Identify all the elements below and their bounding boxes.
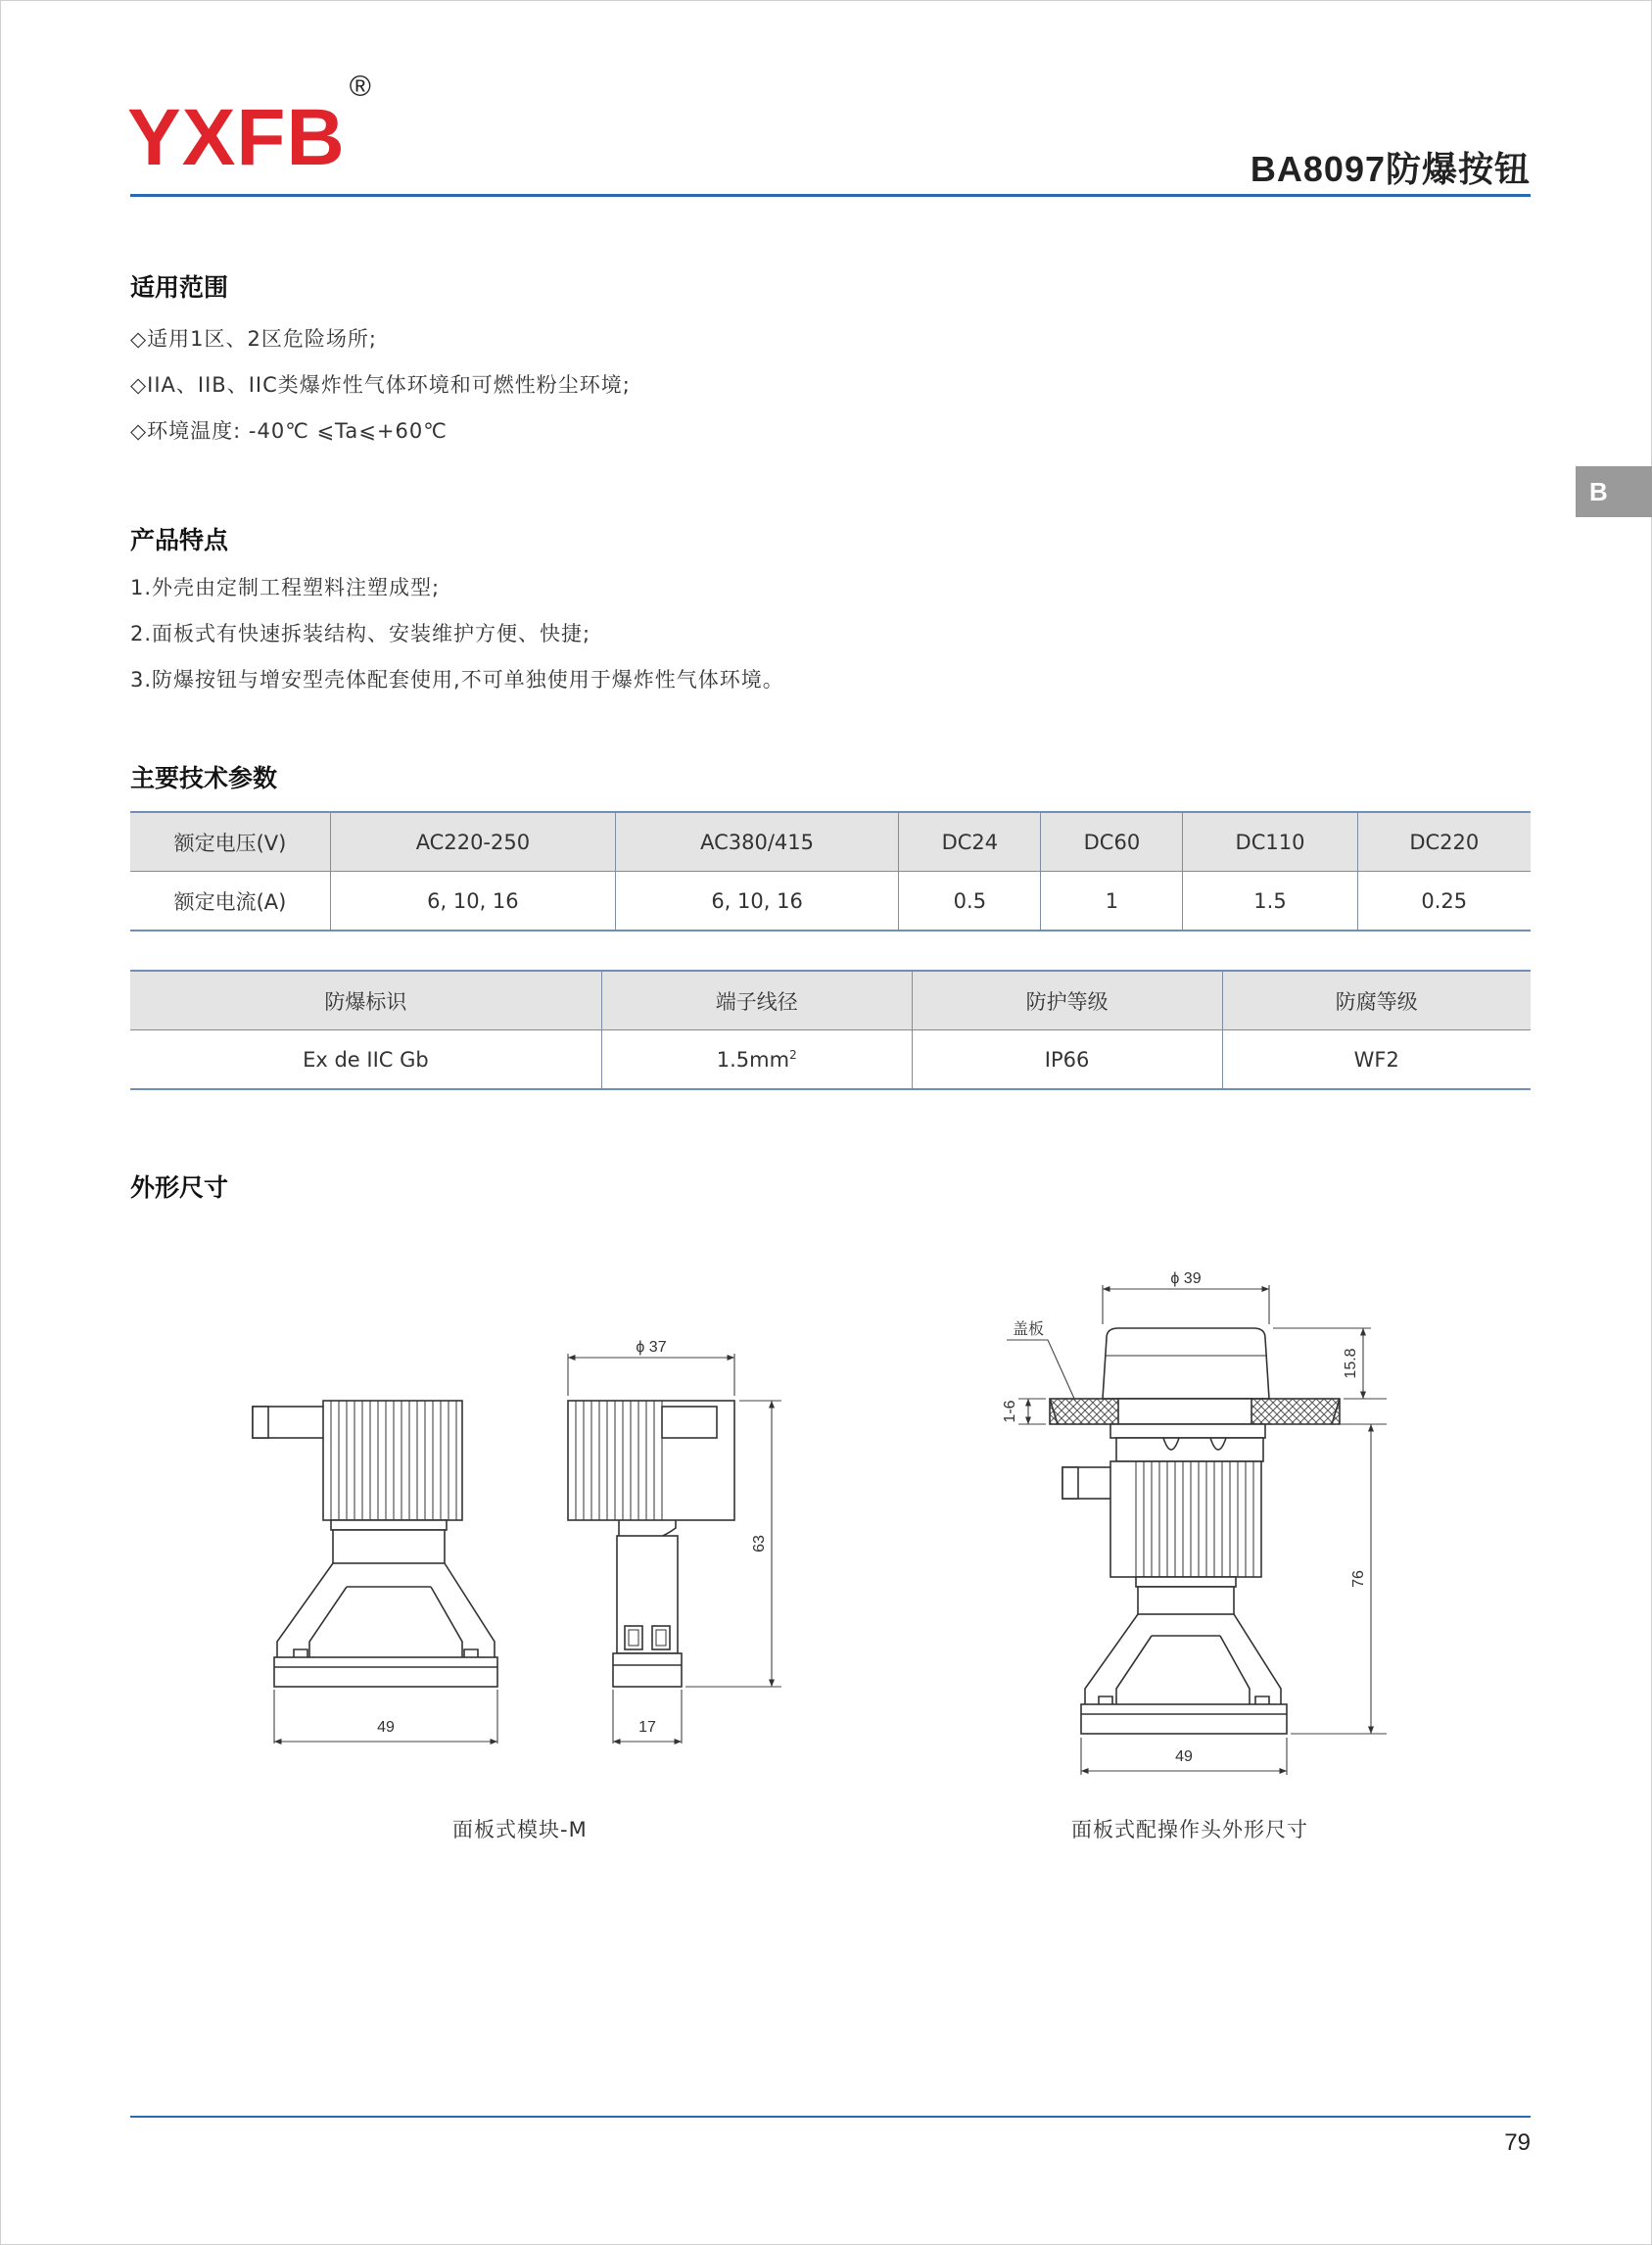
- cover-plate-label: 盖板: [1012, 1321, 1045, 1338]
- table-cell: 防腐等级: [1222, 971, 1531, 1030]
- table-cell: AC220-250: [331, 812, 616, 872]
- dim-panel-thickness-label: 1-6: [1002, 1400, 1018, 1423]
- page-number: 79: [1504, 2129, 1531, 2156]
- table-cell: 额定电流(A): [130, 872, 331, 931]
- features-title: 产品特点: [130, 526, 229, 554]
- module-side-view: [568, 1401, 734, 1687]
- dim-width-label: 49: [1175, 1748, 1193, 1765]
- right-drawing-caption: 面板式配操作头外形尺寸: [1071, 1818, 1308, 1841]
- table-cell: 1.5: [1183, 872, 1357, 931]
- dim-body-height-label: 76: [1350, 1570, 1367, 1588]
- dim-height-label: 63: [751, 1535, 768, 1552]
- wire-size-exponent: 2: [789, 1047, 797, 1062]
- left-drawing-caption: 面板式模块-M: [452, 1818, 588, 1841]
- section-tab[interactable]: B: [1576, 466, 1652, 517]
- electrical-table: [130, 811, 1531, 931]
- scope-title: 适用范围: [130, 273, 229, 302]
- table-cell: 0.25: [1357, 872, 1531, 931]
- dim-width-label: 49: [377, 1719, 395, 1736]
- feature-item: 1.外壳由定制工程塑料注塑成型;: [130, 576, 441, 599]
- document-title: BA8097防爆按钮: [1250, 149, 1531, 189]
- feature-item: 3.防爆按钮与增安型壳体配套使用,不可单独使用于爆炸性气体环境。: [130, 668, 784, 692]
- table-row: [130, 971, 1531, 1030]
- table-cell: DC60: [1041, 812, 1183, 872]
- dim-depth-label: 17: [638, 1719, 656, 1736]
- table-cell: DC110: [1183, 812, 1357, 872]
- scope-item: ◇环境温度: -40℃ ⩽Ta⩽+60℃: [130, 419, 448, 443]
- module-front-view: [253, 1401, 497, 1687]
- dim-diameter-label: ϕ 39: [1170, 1270, 1202, 1287]
- table-cell: AC380/415: [615, 812, 899, 872]
- dim-diameter-label: ϕ 37: [636, 1339, 667, 1356]
- footer-rule: [130, 2116, 1531, 2118]
- table-cell: 1: [1041, 872, 1183, 931]
- table-cell: 6, 10, 16: [331, 872, 616, 931]
- table-cell: WF2: [1222, 1030, 1531, 1090]
- table-cell: IP66: [912, 1030, 1222, 1090]
- scope-item: ◇适用1区、2区危险场所;: [130, 327, 377, 351]
- table-cell: Ex de IIC Gb: [130, 1030, 601, 1090]
- table-cell: [601, 1030, 912, 1090]
- table-row: [130, 812, 1531, 872]
- scope-item: ◇IIA、IIB、IIC类爆炸性气体环境和可燃性粉尘环境;: [130, 373, 631, 397]
- dimensions-title: 外形尺寸: [130, 1173, 229, 1202]
- operator-assembly-view: [1050, 1328, 1340, 1734]
- table-cell: 额定电压(V): [130, 812, 331, 872]
- table-cell: DC220: [1357, 812, 1531, 872]
- table-cell: 0.5: [899, 872, 1041, 931]
- rating-table: [130, 970, 1531, 1090]
- params-title: 主要技术参数: [130, 764, 278, 792]
- table-cell: 6, 10, 16: [615, 872, 899, 931]
- wire-size: 1.5mm: [716, 1047, 790, 1072]
- table-cell: 防护等级: [912, 971, 1222, 1030]
- table-cell: DC24: [899, 812, 1041, 872]
- header-rule: [130, 194, 1531, 197]
- table-row: [130, 872, 1531, 931]
- feature-item: 2.面板式有快速拆装结构、安装维护方便、快捷;: [130, 622, 591, 645]
- dimension-drawings: [0, 1234, 1652, 1861]
- table-cell: 端子线径: [601, 971, 912, 1030]
- dim-head-height-label: 15.8: [1343, 1348, 1359, 1379]
- table-row: [130, 1030, 1531, 1090]
- brand-logo: YXFB®: [127, 70, 372, 182]
- table-cell: 防爆标识: [130, 971, 601, 1030]
